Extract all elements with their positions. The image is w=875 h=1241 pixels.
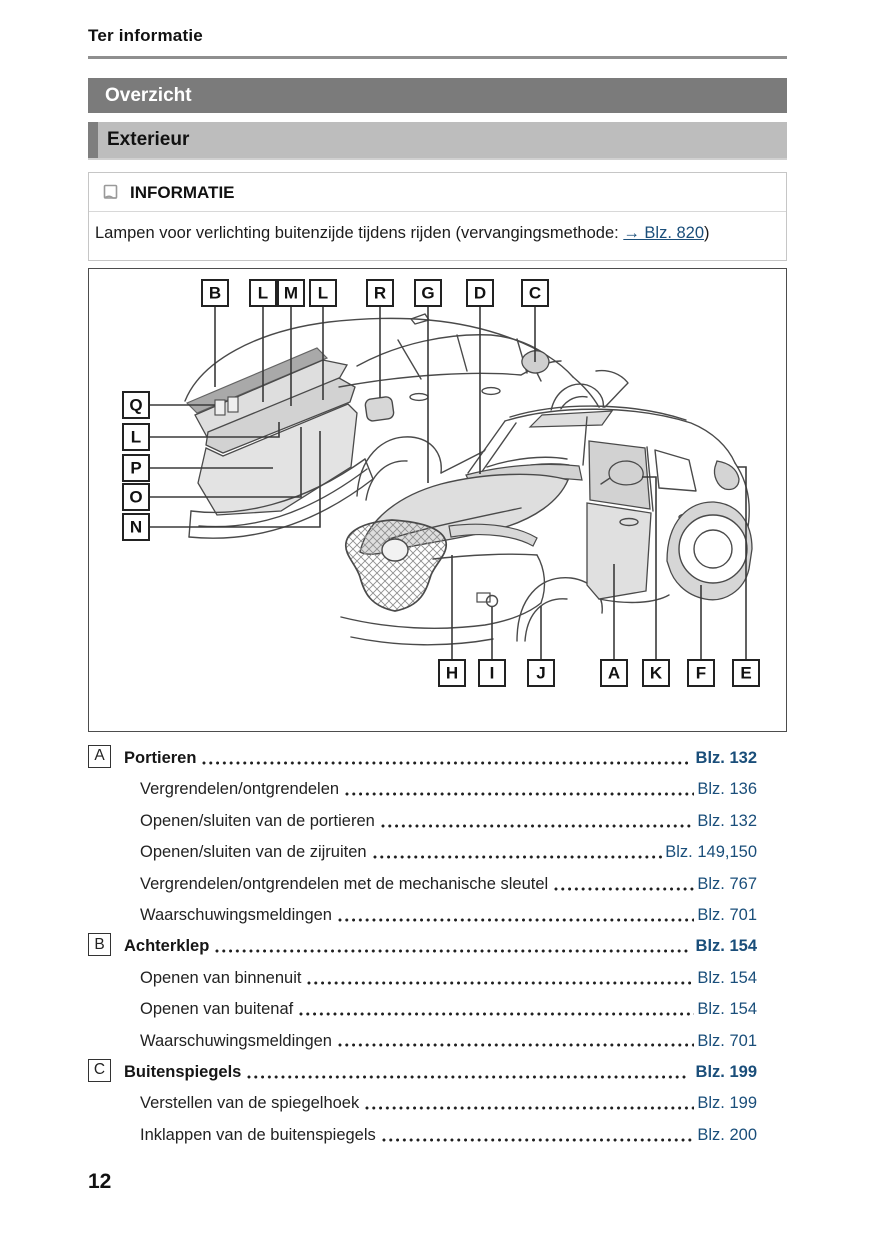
toc-item-row: [88, 1085, 757, 1116]
toc-item-page-link[interactable]: Blz. 199: [697, 1094, 757, 1113]
exterior-diagram-figure: [88, 268, 787, 732]
svg-text:I: I: [489, 663, 495, 683]
toc-section-row: [88, 928, 757, 959]
toc-item-page-link[interactable]: Blz. 154: [697, 968, 757, 987]
callout-E: [733, 660, 759, 686]
info-text: Lampen voor verlichting buitenzijde tijdens rijden (vervangingsmethode:: [95, 224, 624, 242]
section-page-link[interactable]: Blz. 199: [695, 1062, 757, 1081]
toc-section: [88, 928, 757, 1054]
svg-text:C: C: [528, 283, 542, 303]
toc-item-label: Vergrendelen/ontgrendelen: [140, 780, 340, 799]
svg-text:L: L: [317, 283, 329, 303]
section-page-link[interactable]: Blz. 132: [695, 748, 757, 767]
section-letter-box: A: [88, 745, 111, 768]
toc-item-row: [88, 991, 757, 1022]
dot-leader: [202, 761, 687, 765]
toc-item-page-link[interactable]: Blz. 154: [697, 1000, 757, 1019]
toc-item-row: [88, 897, 757, 928]
header-divider: [88, 56, 787, 59]
section-title: Portieren: [124, 748, 197, 767]
information-box: [88, 172, 787, 261]
toc-item-page-link[interactable]: Blz. 701: [697, 905, 757, 924]
section-banner-overzicht: [88, 78, 787, 113]
toc-item-row: [88, 771, 757, 802]
callout-B: [202, 280, 228, 306]
svg-text:L: L: [130, 427, 142, 447]
dot-leader: [382, 1138, 695, 1142]
toc-item-page-link[interactable]: Blz. 767: [697, 874, 757, 893]
toc-section: [88, 740, 757, 928]
callout-M: [278, 280, 304, 306]
dot-leader: [345, 792, 694, 796]
toc-section-row: [88, 740, 757, 771]
callout-K: [643, 660, 669, 686]
toc-item-label: Inklappen van de buitenspiegels: [140, 1125, 376, 1144]
toc-item-page-link[interactable]: Blz. 200: [697, 1125, 757, 1144]
book-icon: [101, 183, 121, 203]
dot-leader: [373, 855, 663, 859]
toc-item-page-link[interactable]: Blz. 132: [697, 811, 757, 830]
dot-leader: [338, 918, 694, 922]
toc-item-row: [88, 834, 757, 865]
toc-item-label: Waarschuwingsmeldingen: [140, 905, 332, 924]
callout-C: [522, 280, 548, 306]
subsection-banner-exterieur: [88, 122, 787, 158]
toc-item-row: [88, 802, 757, 833]
svg-text:J: J: [536, 663, 546, 683]
callout-L2: [310, 280, 336, 306]
callout-G: [415, 280, 441, 306]
front-view-car-art: [339, 406, 752, 645]
callout-I: [479, 660, 505, 686]
section-page-link[interactable]: Blz. 154: [695, 937, 757, 956]
dot-leader: [338, 1043, 694, 1047]
svg-text:G: G: [421, 283, 435, 303]
callout-L1: [250, 280, 276, 306]
svg-text:K: K: [649, 663, 663, 683]
section-letter-box: C: [88, 1059, 111, 1082]
toc-item-row: [88, 959, 757, 990]
callout-N: [123, 514, 149, 540]
callout-D: [467, 280, 493, 306]
information-box-body: [89, 212, 786, 260]
toc-item-label: Openen/sluiten van de portieren: [140, 811, 375, 830]
svg-text:O: O: [129, 487, 143, 507]
page-title: Ter informatie: [88, 26, 203, 45]
callout-L3: [123, 424, 149, 450]
toc-item-label: Openen van binnenuit: [140, 968, 302, 987]
info-text-suffix: ): [704, 224, 710, 242]
page-number: 12: [88, 1169, 112, 1193]
callout-Q: [123, 392, 149, 418]
toc-item-row: [88, 1116, 757, 1147]
callout-J: [528, 660, 554, 686]
callout-R: [367, 280, 393, 306]
svg-text:E: E: [740, 663, 752, 683]
callout-A: [601, 660, 627, 686]
car-exterior-diagram: [89, 269, 786, 731]
svg-text:P: P: [130, 458, 142, 478]
svg-text:L: L: [257, 283, 269, 303]
dot-leader: [215, 949, 687, 953]
svg-text:A: A: [607, 663, 621, 683]
svg-text:M: M: [283, 283, 299, 303]
info-page-link[interactable]: → Blz. 820: [623, 224, 705, 242]
toc-item-page-link[interactable]: Blz. 701: [697, 1031, 757, 1050]
section-title: Buitenspiegels: [124, 1062, 242, 1081]
dot-leader: [299, 1012, 694, 1016]
toc-section-row: [88, 1053, 757, 1084]
dot-leader: [247, 1075, 687, 1079]
svg-text:N: N: [129, 517, 143, 537]
svg-text:R: R: [373, 283, 387, 303]
callout-O: [123, 484, 149, 510]
information-box-header: [89, 173, 786, 212]
svg-text:H: H: [445, 663, 459, 683]
running-header: [88, 0, 787, 59]
subsection-banner-label: Exterieur: [107, 129, 190, 150]
svg-text:F: F: [695, 663, 707, 683]
toc-item-page-link[interactable]: Blz. 136: [697, 780, 757, 799]
toc-item-label: Waarschuwingsmeldingen: [140, 1031, 332, 1050]
dot-leader: [365, 1106, 694, 1110]
svg-text:Q: Q: [129, 395, 143, 415]
exterior-toc: [88, 740, 757, 1148]
svg-text:B: B: [208, 283, 222, 303]
svg-text:D: D: [473, 283, 487, 303]
dot-leader: [381, 824, 695, 828]
information-box-title: INFORMATIE: [130, 183, 235, 202]
toc-item-label: Verstellen van de spiegelhoek: [140, 1094, 360, 1113]
toc-item-label: Vergrendelen/ontgrendelen met de mechanische sleutel: [140, 874, 549, 893]
callout-F: [688, 660, 714, 686]
dot-leader: [554, 887, 694, 891]
callout-H: [439, 660, 465, 686]
section-title: Achterklep: [124, 937, 210, 956]
toc-item-page-link[interactable]: Blz. 149,150: [665, 843, 757, 862]
dot-leader: [307, 981, 694, 985]
section-letter-box: B: [88, 933, 111, 956]
toc-item-row: [88, 865, 757, 896]
toc-item-row: [88, 1022, 757, 1053]
toc-section: [88, 1053, 757, 1147]
section-banner-label: Overzicht: [105, 84, 192, 106]
toc-item-label: Openen van buitenaf: [140, 1000, 294, 1019]
toc-item-label: Openen/sluiten van de zijruiten: [140, 843, 367, 862]
manual-page: [88, 0, 787, 1194]
callout-P: [123, 455, 149, 481]
